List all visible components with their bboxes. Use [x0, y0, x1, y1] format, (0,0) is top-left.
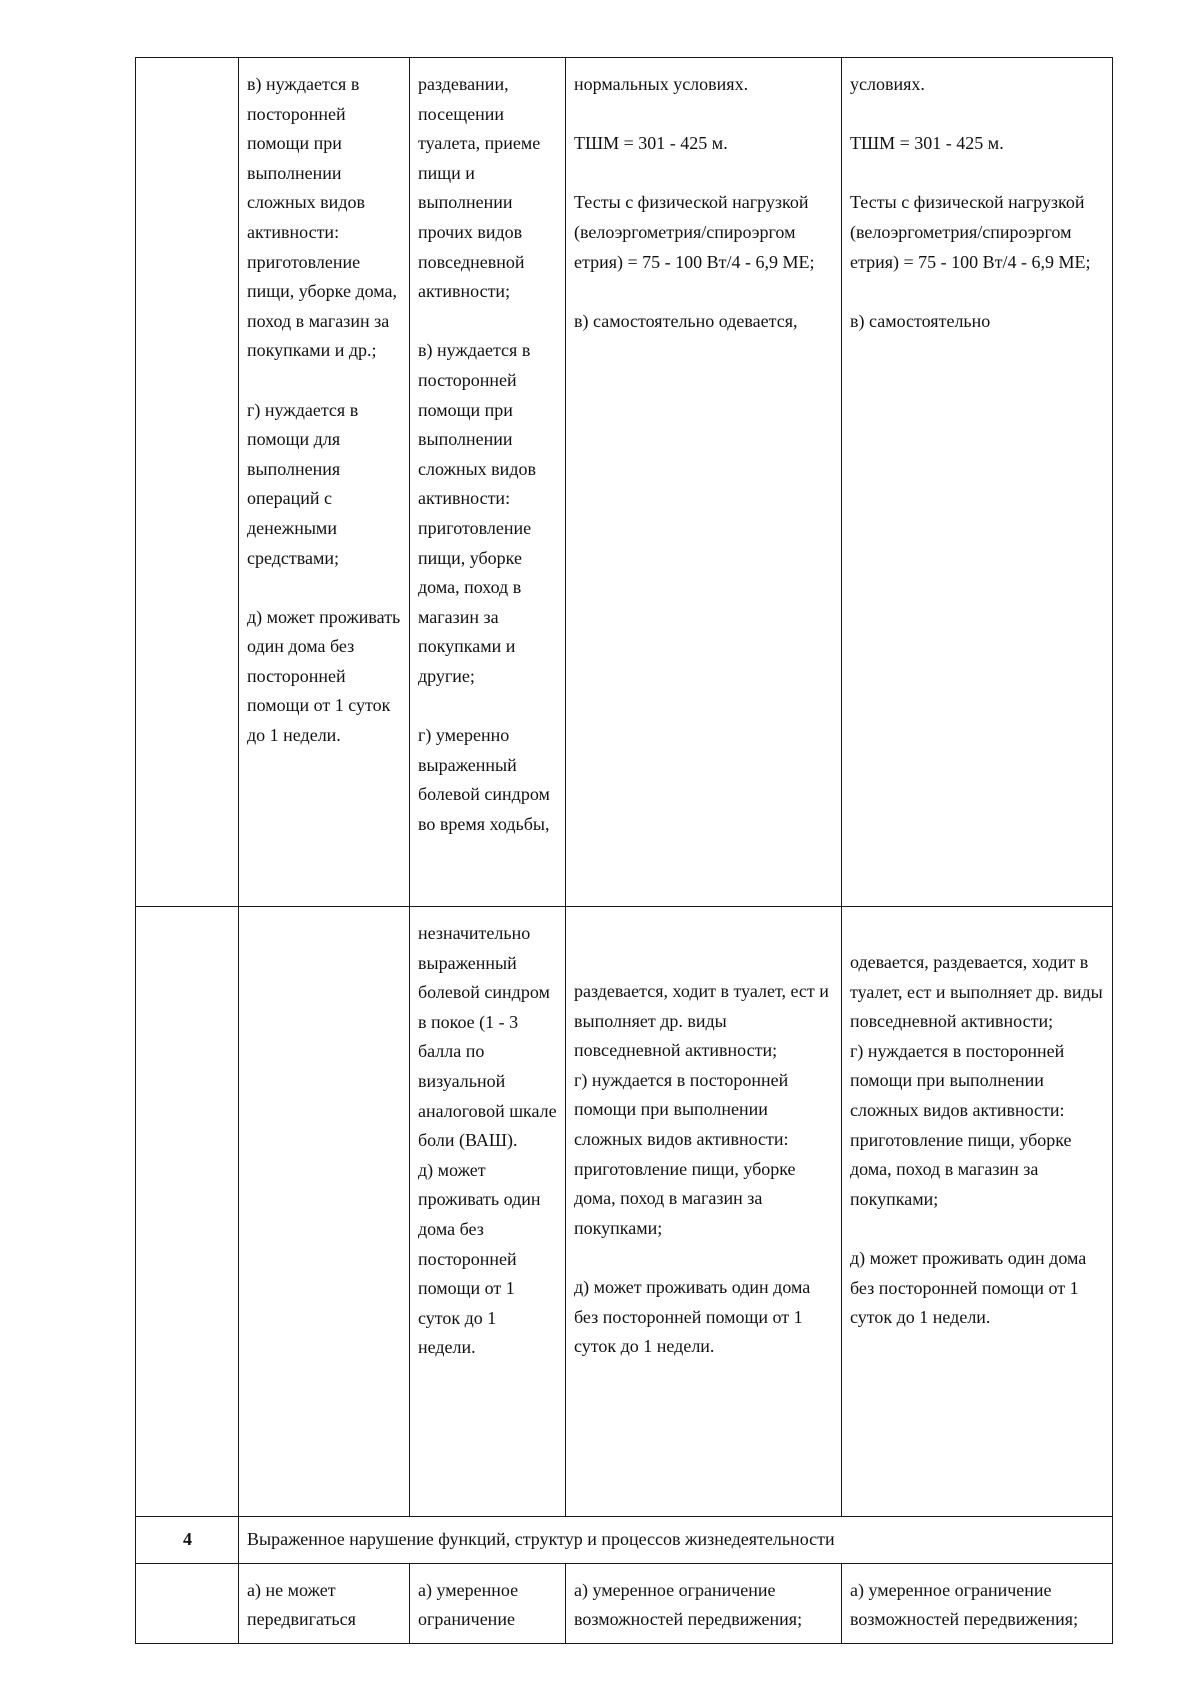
- cell-text: а) умеренное ограничение возможностей передвижения;: [574, 1579, 803, 1630]
- table-cell: [239, 58, 410, 907]
- section-header-row: [136, 1517, 1113, 1564]
- table-cell: [410, 58, 566, 907]
- cell-text: раздевании, посещении туалета, приеме пищи и выполнении прочих видов повседневной активности; в) нуждается в посторонней помощи при выполнении сложных видов активности: приготовление пищи, уборке дома, поход в магазин за покупками и другие; г) умеренно выраженный болевой синдром во время ходьбы,: [418, 74, 550, 834]
- cell-text: раздевается, ходит в туалет, ест и выполняет др. виды повседневной активности; г) нуждается в посторонней помощи при выполнении сложных видов активности: приготовление пищи, уборке дома, поход в магазин за покупками; д) может проживать один дома без посторонней помощи от 1 суток до 1 недели.: [574, 981, 829, 1357]
- cell-text: а) умеренное ограничение: [418, 1579, 523, 1630]
- cell-text: а) умеренное ограничение возможностей передвижения;: [850, 1579, 1079, 1630]
- table-cell: [410, 907, 566, 1517]
- cell-text: незначительно выраженный болевой синдром в покое (1 - 3 балла по визуальной аналоговой шкале боли (ВАШ). д) может проживать один дома без посторонней помощи от 1 суток до 1 недели.: [418, 923, 557, 1358]
- row-number-cell: [136, 1563, 239, 1643]
- row-number-cell: [136, 58, 239, 907]
- table-row: [136, 907, 1113, 1517]
- section-title-cell: [239, 1517, 1113, 1564]
- criteria-table: [135, 57, 1113, 1644]
- row-number-cell: [136, 907, 239, 1517]
- table-cell: [842, 907, 1113, 1517]
- cell-text: условиях. ТШМ = 301 - 425 м. Тесты с физической нагрузкой (велоэргометрия/спироэргом етрия) = 75 - 100 Вт/4 - 6,9 МЕ; в) самостоятельно: [850, 74, 1091, 331]
- table-cell: [239, 907, 410, 1517]
- table-cell: [410, 1563, 566, 1643]
- table-cell: [842, 1563, 1113, 1643]
- table-cell: [566, 58, 842, 907]
- cell-text: а) не может передвигаться: [247, 1579, 356, 1630]
- table-cell: [842, 58, 1113, 907]
- table-row: [136, 58, 1113, 907]
- cell-text: в) нуждается в посторонней помощи при выполнении сложных видов активности: приготовление пищи, уборке дома, поход в магазин за покупками и др.; г) нуждается в помощи для выполнения операций с денежными средствами; д) может проживать один дома без посторонней помощи от 1 суток до 1 недели.: [247, 74, 401, 746]
- cell-text: одевается, раздевается, ходит в туалет, ест и выполняет др. виды повседневной активности; г) нуждается в посторонней помощи при выполнении сложных видов активности: приготовление пищи, уборке дома, поход в магазин за покупками; д) может проживать один дома без посторонней помощи от 1 суток до 1 недели.: [850, 952, 1103, 1328]
- table-row: [136, 1563, 1113, 1643]
- table-cell: [566, 1563, 842, 1643]
- section-number: 4: [183, 1529, 192, 1549]
- section-number-cell: [136, 1517, 239, 1564]
- cell-text: нормальных условиях. ТШМ = 301 - 425 м. Тесты с физической нагрузкой (велоэргометрия/спироэргом етрия) = 75 - 100 Вт/4 - 6,9 МЕ; в) самостоятельно одевается,: [574, 74, 815, 331]
- table-cell: [566, 907, 842, 1517]
- table-cell: [239, 1563, 410, 1643]
- section-title: Выраженное нарушение функций, структур и процессов жизнедеятельности: [247, 1529, 835, 1549]
